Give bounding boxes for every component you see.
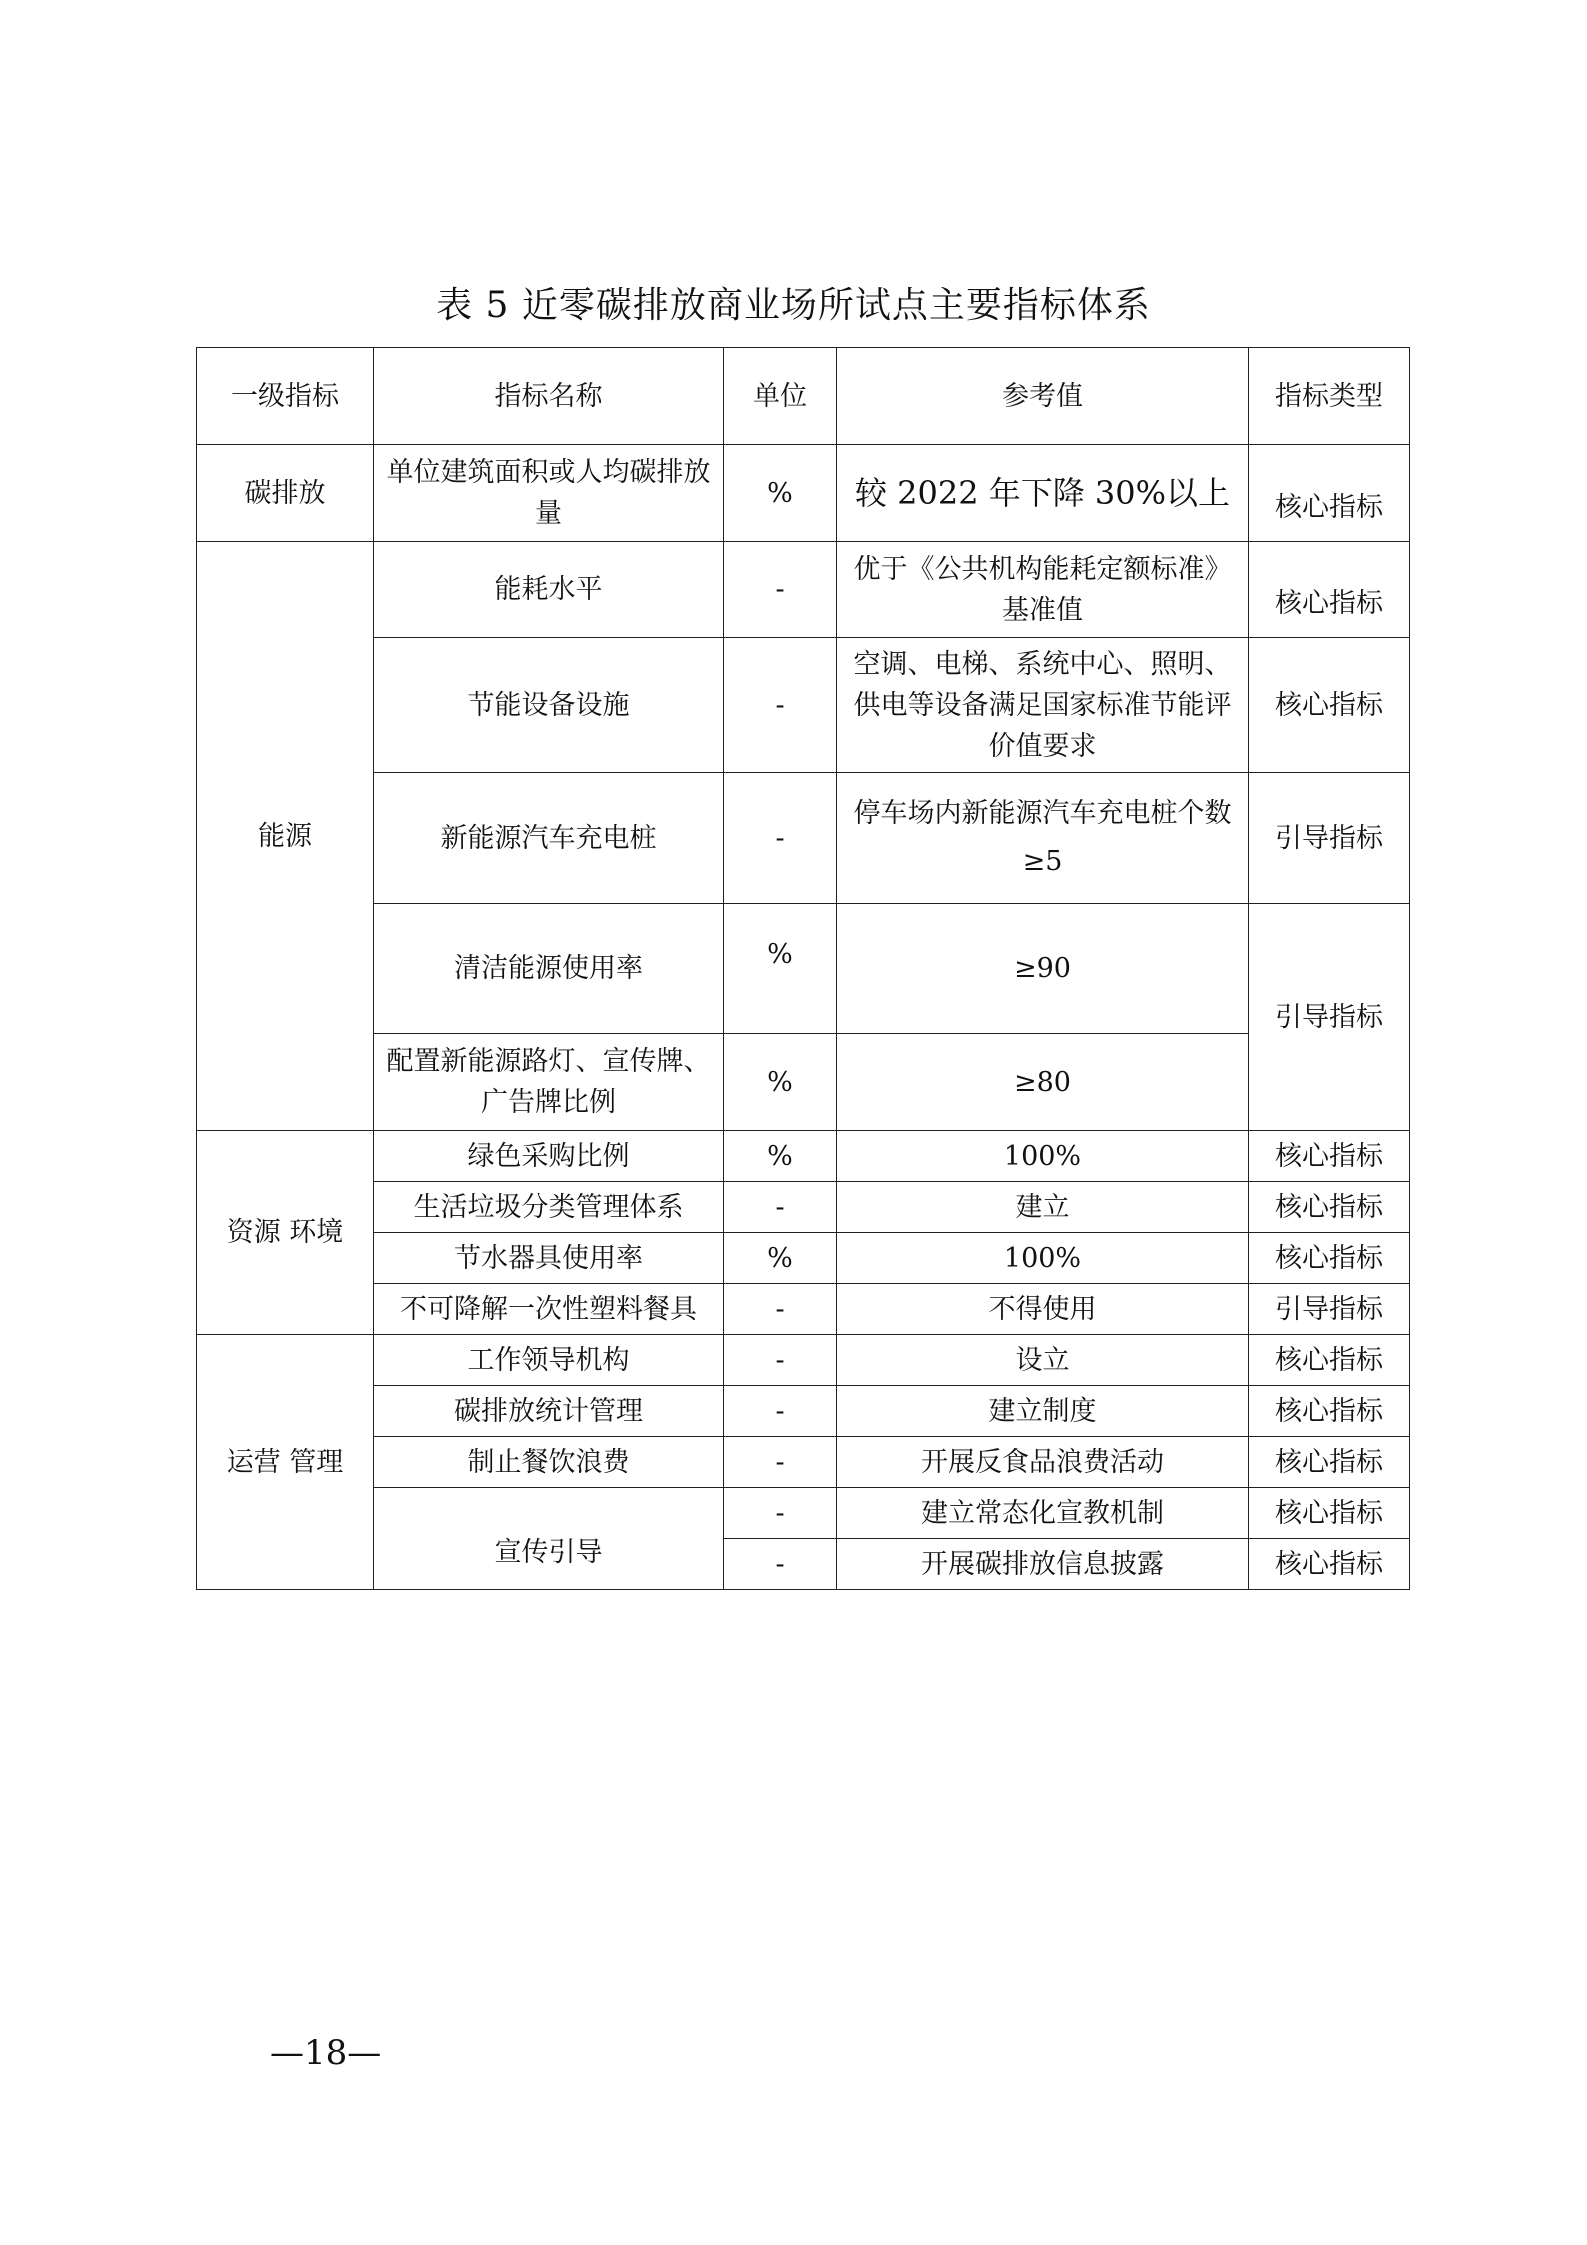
row-name: 配置新能源路灯、宣传牌、广告牌比例 [374, 1034, 724, 1131]
page-number: —18— [270, 2033, 382, 2073]
row-reference: 停车场内新能源汽车充电桩个数≥5 [837, 773, 1249, 904]
row-unit: - [724, 1488, 837, 1539]
row-unit: - [724, 638, 837, 773]
row-reference: ≥90 [837, 904, 1249, 1034]
group-operation: 运营 管理 [197, 1335, 374, 1590]
row-unit: - [724, 1539, 837, 1590]
row-reference: 设立 [837, 1335, 1249, 1386]
row-name: 绿色采购比例 [374, 1131, 724, 1182]
row-unit: - [724, 773, 837, 904]
row-type: 核心指标 [1249, 1488, 1410, 1539]
table-row [197, 1335, 1410, 1386]
row-reference: 100% [837, 1131, 1249, 1182]
header-name: 指标名称 [374, 348, 724, 445]
table-row [197, 1034, 1410, 1131]
row-reference: 空调、电梯、系统中心、照明、供电等设备满足国家标准节能评价值要求 [837, 638, 1249, 773]
row-type: 核心指标 [1249, 542, 1410, 638]
row-name: 单位建筑面积或人均碳排放量 [374, 445, 724, 542]
table-row [197, 773, 1410, 904]
row-name: 不可降解一次性塑料餐具 [374, 1284, 724, 1335]
row-name: 节水器具使用率 [374, 1233, 724, 1284]
row-name: 节能设备设施 [374, 638, 724, 773]
row-unit: - [724, 1335, 837, 1386]
row-reference: 建立 [837, 1182, 1249, 1233]
header-level1: 一级指标 [197, 348, 374, 445]
row-unit: % [724, 445, 837, 542]
row-unit: % [724, 1233, 837, 1284]
table-row [197, 445, 1410, 542]
row-unit: % [724, 904, 837, 1034]
row-type: 引导指标 [1249, 773, 1410, 904]
row-type: 核心指标 [1249, 1233, 1410, 1284]
group-resource: 资源 环境 [197, 1131, 374, 1335]
row-name: 制止餐饮浪费 [374, 1437, 724, 1488]
row-reference: 开展碳排放信息披露 [837, 1539, 1249, 1590]
table-row [197, 1284, 1410, 1335]
row-name: 碳排放统计管理 [374, 1386, 724, 1437]
row-reference: 较 2022 年下降 30%以上 [837, 445, 1249, 542]
row-name: 能耗水平 [374, 542, 724, 638]
row-type: 核心指标 [1249, 1182, 1410, 1233]
row-reference: 建立常态化宣教机制 [837, 1488, 1249, 1539]
row-name: 清洁能源使用率 [374, 904, 724, 1034]
table-row [197, 1488, 1410, 1539]
row-unit: - [724, 1182, 837, 1233]
group-energy: 能源 [197, 542, 374, 1131]
row-type: 核心指标 [1249, 1437, 1410, 1488]
header-reference: 参考值 [837, 348, 1249, 445]
row-unit: - [724, 542, 837, 638]
row-type: 核心指标 [1249, 1539, 1410, 1590]
header-type: 指标类型 [1249, 348, 1410, 445]
row-reference: 100% [837, 1233, 1249, 1284]
row-type: 核心指标 [1249, 445, 1410, 542]
table-row [197, 1182, 1410, 1233]
row-reference: 不得使用 [837, 1284, 1249, 1335]
row-reference: 建立制度 [837, 1386, 1249, 1437]
row-unit: % [724, 1034, 837, 1131]
table-row [197, 1386, 1410, 1437]
row-type: 核心指标 [1249, 1335, 1410, 1386]
table-row [197, 1233, 1410, 1284]
row-type: 核心指标 [1249, 1131, 1410, 1182]
row-unit: - [724, 1284, 837, 1335]
row-unit: - [724, 1437, 837, 1488]
table-row [197, 1131, 1410, 1182]
row-type: 核心指标 [1249, 638, 1410, 773]
row-name: 宣传引导 [374, 1488, 724, 1590]
row-name: 生活垃圾分类管理体系 [374, 1182, 724, 1233]
table-header-row [197, 348, 1410, 445]
indicator-table [196, 347, 1410, 1590]
table-title: 表 5 近零碳排放商业场所试点主要指标体系 [436, 285, 1151, 326]
table-row [197, 638, 1410, 773]
table-row [197, 904, 1410, 1034]
header-unit: 单位 [724, 348, 837, 445]
row-unit: % [724, 1131, 837, 1182]
table-row [197, 1437, 1410, 1488]
row-unit: - [724, 1386, 837, 1437]
row-type: 引导指标 [1249, 904, 1410, 1131]
row-type: 引导指标 [1249, 1284, 1410, 1335]
group-carbon: 碳排放 [197, 445, 374, 542]
row-reference: 优于《公共机构能耗定额标准》基准值 [837, 542, 1249, 638]
row-name: 新能源汽车充电桩 [374, 773, 724, 904]
row-name: 工作领导机构 [374, 1335, 724, 1386]
row-type: 核心指标 [1249, 1386, 1410, 1437]
table-row [197, 542, 1410, 638]
row-reference: ≥80 [837, 1034, 1249, 1131]
row-reference: 开展反食品浪费活动 [837, 1437, 1249, 1488]
